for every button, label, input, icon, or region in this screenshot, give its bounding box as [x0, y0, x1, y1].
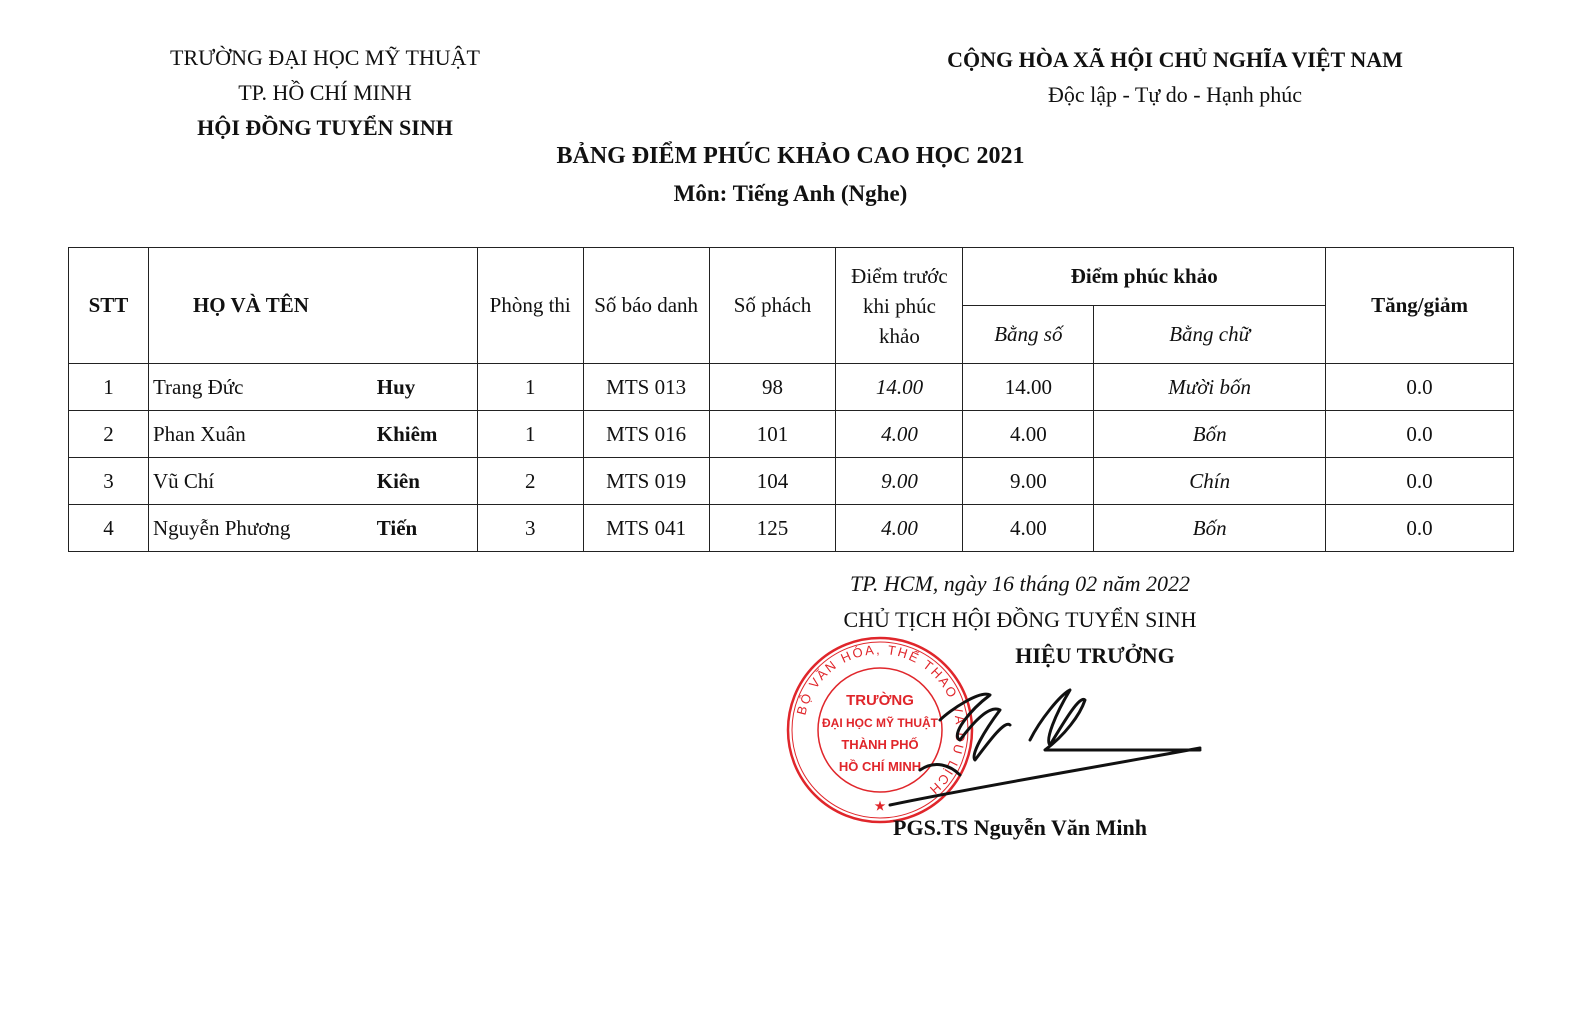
cell-id: MTS 013: [583, 364, 709, 411]
cell-change: 0.0: [1326, 505, 1514, 552]
seal-line-1: TRƯỜNG: [846, 692, 914, 709]
national-header: [930, 42, 1420, 112]
document-subtitle: Môn: Tiếng Anh (Nghe): [673, 181, 908, 206]
seal-line-3: THÀNH PHỐ: [841, 737, 919, 752]
national-title: CỘNG HÒA XÃ HỘI CHỦ NGHĨA VIỆT NAM: [947, 47, 1403, 72]
cell-before: 4.00: [836, 505, 963, 552]
council-name: HỘI ĐỒNG TUYỂN SINH: [197, 115, 453, 140]
cell-id: MTS 041: [583, 505, 709, 552]
sign-role-chair: CHỦ TỊCH HỘI ĐỒNG TUYỂN SINH: [843, 607, 1197, 632]
header-stt: STT: [69, 248, 149, 364]
institution-name: TRƯỜNG ĐẠI HỌC MỸ THUẬT: [170, 45, 480, 70]
table-row: [69, 364, 1514, 411]
header-review: Điểm phúc khảo: [963, 248, 1326, 306]
header-change: Tăng/giảm: [1326, 248, 1514, 364]
header-id: Số báo danh: [583, 248, 709, 364]
cell-change: 0.0: [1326, 411, 1514, 458]
cell-stt: 2: [69, 411, 149, 458]
cell-room: 1: [477, 411, 583, 458]
table-row: [69, 505, 1514, 552]
seal-star-icon: ★: [874, 799, 886, 813]
sign-role-rector: HIỆU TRƯỞNG: [1015, 643, 1175, 668]
cell-review-num: 14.00: [963, 364, 1094, 411]
cell-name: [148, 458, 477, 505]
cell-name: [148, 364, 477, 411]
score-table: [68, 247, 1514, 552]
seal-line-2: ĐẠI HỌC MỸ THUẬT: [822, 716, 938, 730]
cell-change: 0.0: [1326, 364, 1514, 411]
seal-line-4: HỒ CHÍ MINH: [838, 759, 922, 774]
cell-room: 1: [477, 364, 583, 411]
cell-code: 101: [709, 411, 836, 458]
cell-review-num: 4.00: [963, 505, 1094, 552]
cell-review-num: 9.00: [963, 458, 1094, 505]
cell-room: 3: [477, 505, 583, 552]
header-review-num: Bằng số: [963, 306, 1094, 364]
cell-stt: 3: [69, 458, 149, 505]
first-name: Nguyễn Phương: [152, 515, 291, 540]
first-name: Phan Xuân: [152, 421, 246, 446]
cell-stt: 4: [69, 505, 149, 552]
cell-stt: 1: [69, 364, 149, 411]
cell-review-num: 4.00: [963, 411, 1094, 458]
institution-city: TP. HỒ CHÍ MINH: [238, 80, 412, 105]
first-name: Vũ Chí: [152, 468, 215, 493]
cell-code: 125: [709, 505, 836, 552]
cell-id: MTS 016: [583, 411, 709, 458]
header-room: Phòng thi: [477, 248, 583, 364]
first-name: Trang Đức: [152, 374, 244, 399]
signer-name: PGS.TS Nguyễn Văn Minh: [893, 815, 1147, 840]
header-name: HỌ VÀ TÊN: [148, 248, 477, 364]
seal-outer-text: BỘ VĂN HÓA, THỂ THAO VÀ DU LỊCH: [793, 641, 969, 799]
cell-code: 104: [709, 458, 836, 505]
cell-room: 2: [477, 458, 583, 505]
cell-before: 4.00: [836, 411, 963, 458]
last-name: Kiên: [376, 468, 420, 493]
cell-review-text: Bốn: [1094, 411, 1326, 458]
cell-name: [148, 411, 477, 458]
table-row: [69, 458, 1514, 505]
document-title: BẢNG ĐIỂM PHÚC KHẢO CAO HỌC 2021: [556, 143, 1025, 169]
cell-change: 0.0: [1326, 458, 1514, 505]
cell-review-text: Bốn: [1094, 505, 1326, 552]
national-motto: Độc lập - Tự do - Hạnh phúc: [1047, 82, 1303, 107]
last-name: Khiêm: [376, 421, 438, 446]
last-name: Tiến: [376, 515, 418, 540]
cell-review-text: Chín: [1094, 458, 1326, 505]
header-code: Số phách: [709, 248, 836, 364]
cell-review-text: Mười bốn: [1094, 364, 1326, 411]
sign-date: TP. HCM, ngày 16 tháng 02 năm 2022: [850, 571, 1190, 596]
header-before: Điểm trước khi phúc khảo: [836, 248, 963, 364]
header-review-text: Bằng chữ: [1094, 306, 1326, 364]
cell-name: [148, 505, 477, 552]
cell-id: MTS 019: [583, 458, 709, 505]
handwritten-signature-icon: [880, 680, 1210, 810]
cell-before: 9.00: [836, 458, 963, 505]
table-row: [69, 411, 1514, 458]
cell-before: 14.00: [836, 364, 963, 411]
institution-header: [130, 40, 520, 145]
last-name: Huy: [376, 374, 416, 399]
cell-code: 98: [709, 364, 836, 411]
